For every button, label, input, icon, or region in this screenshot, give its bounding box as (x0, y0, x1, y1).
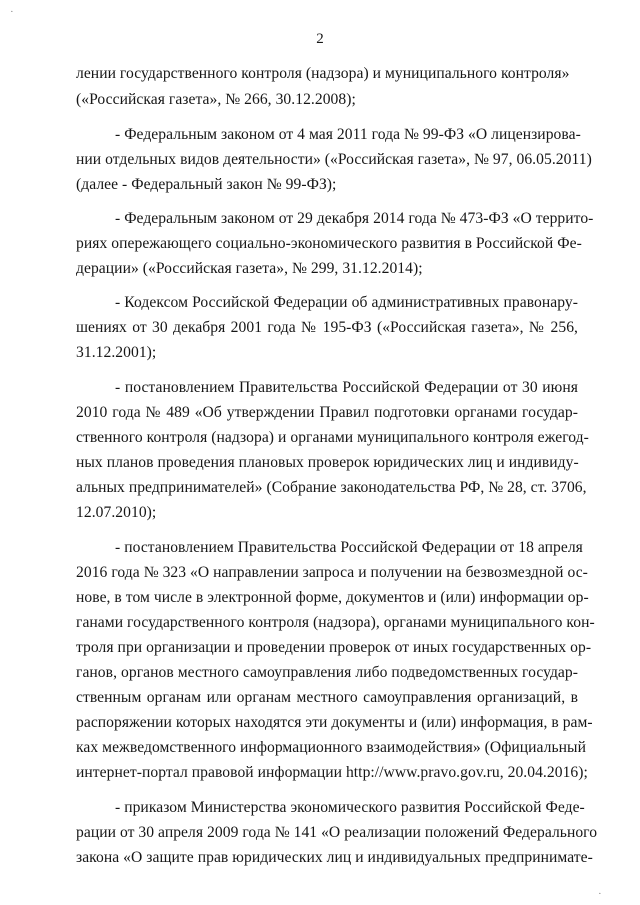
text-line: 31.12.2001); (76, 344, 157, 361)
text-line: нии отдельных видов деятельности» («Российская газета», № 97, 06.05.2011) (76, 151, 592, 168)
text-line: закона «О защите прав юридических лиц и индивидуальных предпринимате- (76, 849, 593, 866)
text-line: (далее - Федеральный закон № 99-ФЗ); (76, 176, 337, 193)
text-line: - приказом Министерства экономического развития Российской Феде- (115, 799, 585, 816)
text-line: ках межведомственного информационного взаимодействия» (Официальный (76, 739, 586, 756)
text-line: лении государственного контроля (надзора) и муниципального контроля» (76, 65, 570, 82)
text-line: ных планов проведения плановых проверок юридических лиц и индивиду- (76, 454, 579, 471)
text-line: - Федеральным законом от 4 мая 2011 года № 99-ФЗ «О лицензирова- (115, 126, 581, 143)
text-line: ганов, органов местного самоуправления либо подведомственных государ- (76, 664, 578, 681)
text-line: альных предпринимателей» (Собрание законодательства РФ, № 28, ст. 3706, (76, 479, 587, 496)
page-number: 2 (316, 31, 324, 47)
text-line: 12.07.2010); (76, 504, 157, 521)
text-line: нове, в том числе в электронной форме, документов и (или) информации ор- (76, 589, 589, 606)
text-line: - Кодексом Российской Федерации об административных правонару- (115, 294, 578, 311)
text-line: - постановлением Правительства Российской Федерации от 18 апреля (115, 539, 583, 556)
text-line: риях опережающего социально-экономического развития в Российской Фе- (76, 235, 582, 252)
text-line: интернет-портал правовой информации http://www.pravo.gov.ru, 20.04.2016); (76, 764, 588, 781)
text-line: ственным органам или органам местного самоуправления организаций, в (76, 689, 578, 706)
text-line: («Российская газета», № 266, 30.12.2008); (76, 91, 356, 108)
text-line: - Федеральным законом от 29 декабря 2014 года № 473-ФЗ «О террито- (115, 210, 594, 227)
text-line: троля при организации и проведении проверок от иных государственных ор- (76, 639, 592, 656)
text-line: распоряжении которых находятся эти документы и (или) информация, в рам- (76, 714, 593, 731)
text-line: ганами государственного контроля (надзора), органами муниципального кон- (76, 614, 595, 631)
text-line: дерации» («Российская газета», № 299, 31.12.2014); (76, 260, 423, 277)
scan-speck: · (10, 6, 14, 18)
text-line: 2016 года № 323 «О направлении запроса и получении на безвозмездной ос- (76, 564, 588, 581)
text-line: ственного контроля (надзора) и органами муниципального контроля ежегод- (76, 429, 589, 446)
text-line: шениях от 30 декабря 2001 года № 195-ФЗ («Российская газета», № 256, (76, 319, 578, 336)
text-line: рации от 30 апреля 2009 года № 141 «О реализации положений Федерального (76, 824, 598, 841)
scan-speck: · (598, 888, 602, 900)
text-line: 2010 года № 489 «Об утверждении Правил подготовки органами государ- (76, 404, 578, 421)
text-line: - постановлением Правительства Российской Федерации от 30 июня (115, 379, 578, 396)
